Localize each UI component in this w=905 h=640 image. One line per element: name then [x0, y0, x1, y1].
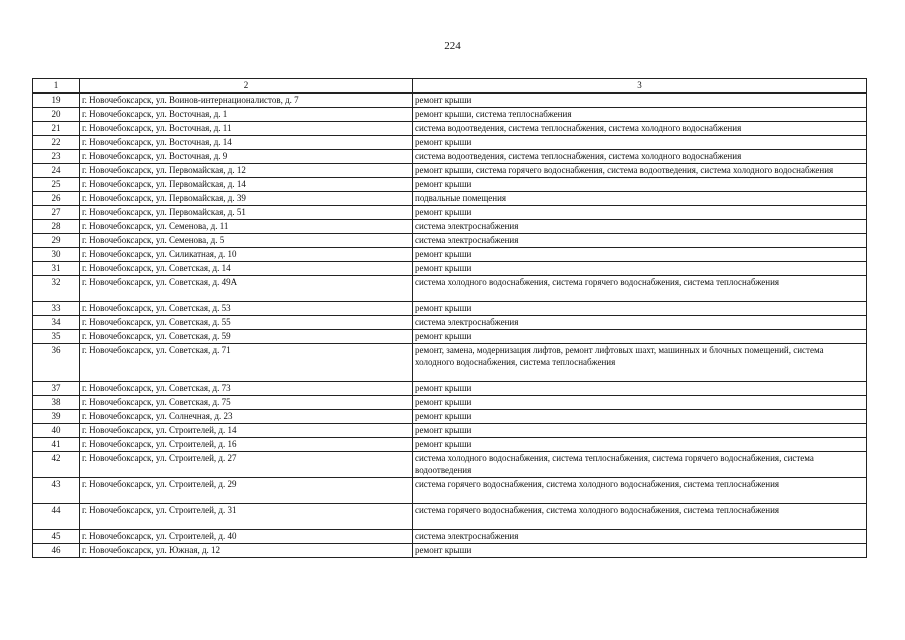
- row-number: 23: [33, 150, 80, 164]
- row-works: ремонт крыши: [415, 303, 472, 313]
- row-number: 41: [33, 438, 80, 452]
- row-address: г. Новочебоксарск, ул. Строителей, д. 27: [80, 452, 413, 478]
- row-address: г. Новочебоксарск, ул. Семенова, д. 11: [80, 220, 413, 234]
- row-number: 42: [33, 452, 80, 478]
- table-row: [33, 136, 867, 150]
- row-works: ремонт крыши: [415, 411, 472, 421]
- table-row: [33, 530, 867, 544]
- row-number: 35: [33, 330, 80, 344]
- row-works: ремонт крыши, система горячего водоснабжения, система водоотведения, система холодного водоснабжения: [415, 165, 834, 175]
- row-address: г. Новочебоксарск, ул. Восточная, д. 9: [80, 150, 413, 164]
- row-address: г. Новочебоксарск, ул. Советская, д. 55: [80, 316, 413, 330]
- row-spacer: [415, 490, 864, 502]
- row-works: система водоотведения, система теплоснабжения, система холодного водоснабжения: [415, 123, 742, 133]
- row-number: 43: [33, 478, 80, 504]
- row-address: г. Новочебоксарск, ул. Советская, д. 14: [80, 262, 413, 276]
- row-address: г. Новочебоксарск, ул. Советская, д. 73: [80, 382, 413, 396]
- table-row: [33, 302, 867, 316]
- row-number: 26: [33, 192, 80, 206]
- row-works: ремонт крыши: [415, 439, 472, 449]
- row-address: г. Новочебоксарск, ул. Советская, д. 53: [80, 302, 413, 316]
- row-number: 28: [33, 220, 80, 234]
- table-row: [33, 438, 867, 452]
- row-number: 25: [33, 178, 80, 192]
- row-works-cell: [413, 122, 867, 136]
- row-works-cell: [413, 192, 867, 206]
- row-works-cell: [413, 382, 867, 396]
- row-number: 40: [33, 424, 80, 438]
- row-works: система электроснабжения: [415, 317, 519, 327]
- table-row: [33, 344, 867, 382]
- row-number: 39: [33, 410, 80, 424]
- row-number: 45: [33, 530, 80, 544]
- table-row: [33, 192, 867, 206]
- row-works: ремонт крыши: [415, 425, 472, 435]
- row-works-cell: [413, 150, 867, 164]
- row-address: г. Новочебоксарск, ул. Южная, д. 12: [80, 544, 413, 558]
- row-works: ремонт крыши: [415, 249, 472, 259]
- row-works-cell: [413, 206, 867, 220]
- table-row: [33, 93, 867, 108]
- row-works: система горячего водоснабжения, система холодного водоснабжения, система теплоснабжения: [415, 505, 780, 515]
- row-address: г. Новочебоксарск, ул. Советская, д. 71: [80, 344, 413, 382]
- row-address: г. Новочебоксарск, ул. Первомайская, д. 12: [80, 164, 413, 178]
- row-works-cell: [413, 302, 867, 316]
- table-row: [33, 248, 867, 262]
- row-number: 24: [33, 164, 80, 178]
- row-works: ремонт крыши: [415, 383, 472, 393]
- row-works-cell: [413, 344, 867, 382]
- row-works: система холодного водоснабжения, система теплоснабжения, система горячего водоснабжения, система водоотведения: [415, 453, 814, 475]
- row-works: ремонт крыши: [415, 263, 472, 273]
- row-number: 38: [33, 396, 80, 410]
- table-row: [33, 150, 867, 164]
- row-address: г. Новочебоксарск, ул. Строителей, д. 40: [80, 530, 413, 544]
- row-works-cell: [413, 424, 867, 438]
- row-works: ремонт крыши: [415, 397, 472, 407]
- table-row: [33, 452, 867, 478]
- row-address: г. Новочебоксарск, ул. Восточная, д. 11: [80, 122, 413, 136]
- row-number: 30: [33, 248, 80, 262]
- table-body: [33, 79, 867, 558]
- column-header-works: 3: [413, 79, 867, 94]
- row-works: ремонт крыши: [415, 545, 472, 555]
- row-works-cell: [413, 396, 867, 410]
- row-number: 22: [33, 136, 80, 150]
- row-works: система электроснабжения: [415, 221, 519, 231]
- row-number: 37: [33, 382, 80, 396]
- row-works-cell: [413, 316, 867, 330]
- row-number: 29: [33, 234, 80, 248]
- row-works: ремонт крыши: [415, 137, 472, 147]
- table-row: [33, 206, 867, 220]
- row-address: г. Новочебоксарск, ул. Советская, д. 75: [80, 396, 413, 410]
- table-row: [33, 382, 867, 396]
- row-works-cell: [413, 262, 867, 276]
- row-works-cell: [413, 504, 867, 530]
- row-works-cell: [413, 410, 867, 424]
- row-address: г. Новочебоксарск, ул. Воинов-интернационалистов, д. 7: [80, 93, 413, 108]
- table-row: [33, 178, 867, 192]
- page-number: 224: [444, 40, 461, 52]
- row-number: 34: [33, 316, 80, 330]
- row-works: ремонт крыши: [415, 95, 472, 105]
- row-address: г. Новочебоксарск, ул. Первомайская, д. 51: [80, 206, 413, 220]
- table-row: [33, 410, 867, 424]
- row-address: г. Новочебоксарск, ул. Строителей, д. 14: [80, 424, 413, 438]
- row-address: г. Новочебоксарск, ул. Солнечная, д. 23: [80, 410, 413, 424]
- row-works-cell: [413, 234, 867, 248]
- row-number: 36: [33, 344, 80, 382]
- row-address: г. Новочебоксарск, ул. Строителей, д. 16: [80, 438, 413, 452]
- column-header-number: 1: [33, 79, 80, 94]
- table-row: [33, 330, 867, 344]
- row-spacer: [415, 288, 864, 300]
- row-spacer: [415, 516, 864, 528]
- table-row: [33, 424, 867, 438]
- row-works-cell: [413, 178, 867, 192]
- row-works-cell: [413, 136, 867, 150]
- row-spacer: [415, 368, 864, 380]
- row-address: г. Новочебоксарск, ул. Восточная, д. 1: [80, 108, 413, 122]
- header-row: [33, 79, 867, 94]
- row-works: система горячего водоснабжения, система холодного водоснабжения, система теплоснабжения: [415, 479, 780, 489]
- row-number: 21: [33, 122, 80, 136]
- row-number: 32: [33, 276, 80, 302]
- register-table: [32, 78, 867, 558]
- row-address: г. Новочебоксарск, ул. Семенова, д. 5: [80, 234, 413, 248]
- table-row: [33, 234, 867, 248]
- table-row: [33, 276, 867, 302]
- row-address: г. Новочебоксарск, ул. Строителей, д. 29: [80, 478, 413, 504]
- table-row: [33, 478, 867, 504]
- row-number: 31: [33, 262, 80, 276]
- table-row: [33, 220, 867, 234]
- row-address: г. Новочебоксарск, ул. Первомайская, д. 14: [80, 178, 413, 192]
- table-row: [33, 164, 867, 178]
- row-works: система электроснабжения: [415, 531, 519, 541]
- row-number: 33: [33, 302, 80, 316]
- row-works: ремонт крыши: [415, 179, 472, 189]
- row-works: ремонт, замена, модернизация лифтов, ремонт лифтовых шахт, машинных и блочных помещений, система холодного водоснабжения, система теплоснабжения: [415, 345, 824, 367]
- row-works-cell: [413, 438, 867, 452]
- row-works-cell: [413, 220, 867, 234]
- row-address: г. Новочебоксарск, ул. Восточная, д. 14: [80, 136, 413, 150]
- row-works-cell: [413, 452, 867, 478]
- row-works-cell: [413, 108, 867, 122]
- row-works: ремонт крыши: [415, 331, 472, 341]
- table-row: [33, 504, 867, 530]
- row-works: подвальные помещения: [415, 193, 507, 203]
- row-address: г. Новочебоксарск, ул. Силикатная, д. 10: [80, 248, 413, 262]
- row-works: система холодного водоснабжения, система горячего водоснабжения, система теплоснабжения: [415, 277, 780, 287]
- row-works: система водоотведения, система теплоснабжения, система холодного водоснабжения: [415, 151, 742, 161]
- row-address: г. Новочебоксарск, ул. Советская, д. 49А: [80, 276, 413, 302]
- row-address: г. Новочебоксарск, ул. Первомайская, д. 39: [80, 192, 413, 206]
- row-number: 44: [33, 504, 80, 530]
- table-row: [33, 262, 867, 276]
- column-header-address: 2: [80, 79, 413, 94]
- row-works: система электроснабжения: [415, 235, 519, 245]
- table-row: [33, 544, 867, 558]
- row-works-cell: [413, 93, 867, 108]
- table-row: [33, 122, 867, 136]
- row-works: ремонт крыши: [415, 207, 472, 217]
- row-number: 46: [33, 544, 80, 558]
- row-number: 19: [33, 93, 80, 108]
- row-works-cell: [413, 330, 867, 344]
- row-works-cell: [413, 478, 867, 504]
- table-row: [33, 396, 867, 410]
- table-row: [33, 316, 867, 330]
- row-works-cell: [413, 164, 867, 178]
- row-address: г. Новочебоксарск, ул. Строителей, д. 31: [80, 504, 413, 530]
- row-works-cell: [413, 276, 867, 302]
- table-row: [33, 108, 867, 122]
- row-works-cell: [413, 544, 867, 558]
- row-works: ремонт крыши, система теплоснабжения: [415, 109, 572, 119]
- row-works-cell: [413, 248, 867, 262]
- row-number: 20: [33, 108, 80, 122]
- row-number: 27: [33, 206, 80, 220]
- row-works-cell: [413, 530, 867, 544]
- row-address: г. Новочебоксарск, ул. Советская, д. 59: [80, 330, 413, 344]
